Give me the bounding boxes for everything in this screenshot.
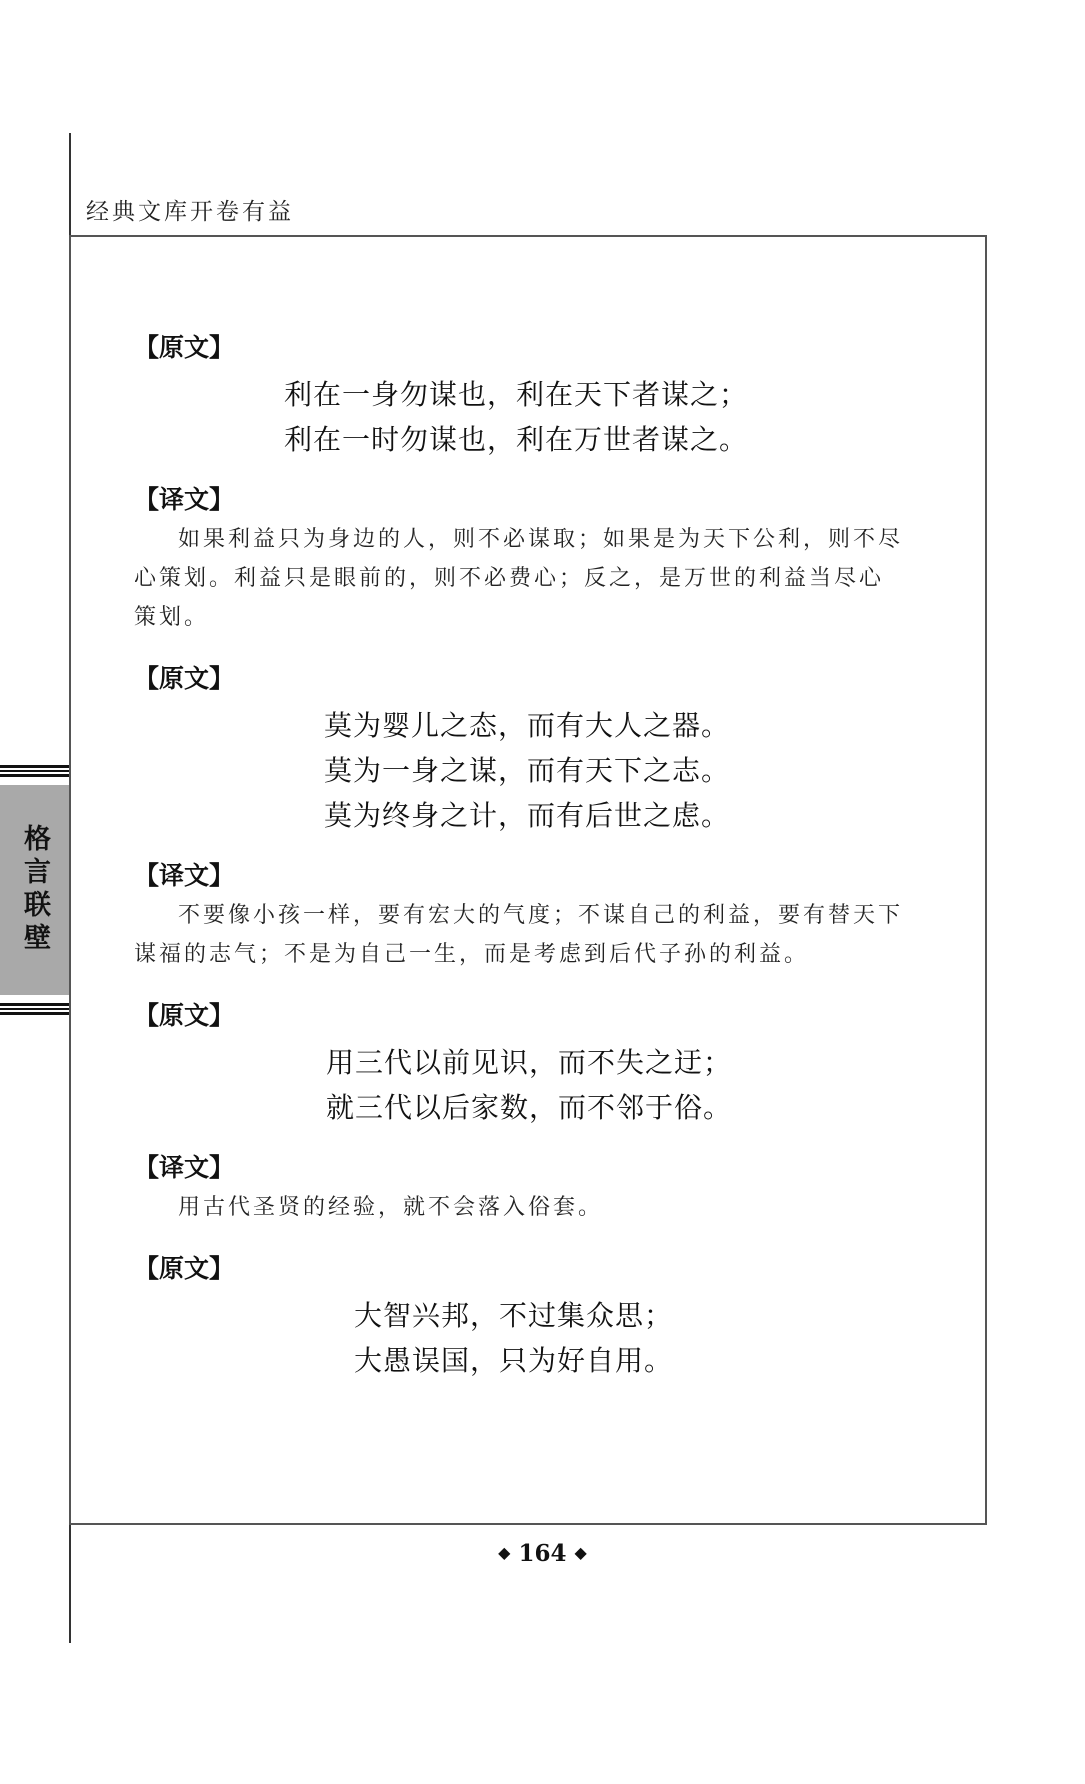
verse-line: 利在一身勿谋也，利在天下者谋之；	[284, 378, 749, 411]
page-number	[0, 1540, 1085, 1567]
translation-paragraph: 如果利益只为身边的人，则不必谋取；如果是为天下公利，则不尽心策划。利益只是眼前的，则不必费心；反之，是万世的利益当尽心策划。	[134, 527, 904, 630]
verse-line: 就三代以后家数，而不邻于俗。	[326, 1091, 733, 1124]
verse-line: 莫为婴儿之态，而有大人之器。	[324, 709, 731, 742]
verse-line: 莫为一身之谋，而有天下之志。	[324, 754, 731, 787]
page-number-value: 164	[518, 1540, 567, 1567]
running-head: 经典文库开卷有益	[86, 199, 294, 225]
tab-rules-bottom	[0, 1003, 69, 1015]
chapter-side-tab	[0, 765, 69, 1015]
tab-rules-top	[0, 765, 69, 777]
tab-box	[0, 785, 69, 995]
verse-line: 用三代以前见识，而不失之迂；	[326, 1046, 733, 1079]
original-text-section	[134, 1251, 904, 1383]
original-text-section	[134, 661, 904, 838]
verse	[134, 372, 904, 462]
verse	[134, 1040, 904, 1130]
verse-line: 利在一时勿谋也，利在万世者谋之。	[284, 423, 749, 456]
translation-section	[134, 858, 904, 974]
translation-section	[134, 482, 904, 637]
page-content	[134, 330, 904, 1383]
translation-section	[134, 1150, 904, 1227]
section-label: 【原文】	[134, 664, 235, 693]
section-label: 【原文】	[134, 1001, 235, 1030]
section-label: 【原文】	[134, 1254, 235, 1283]
verse-line: 莫为终身之计，而有后世之虑。	[324, 799, 731, 832]
translation-paragraph: 不要像小孩一样，要有宏大的气度；不谋自己的利益，要有替天下谋福的志气；不是为自己一生，而是考虑到后代子孙的利益。	[134, 903, 904, 967]
verse	[134, 1293, 904, 1383]
translation-paragraph: 用古代圣贤的经验，就不会落入俗套。	[178, 1195, 604, 1220]
section-label: 【译文】	[134, 861, 235, 890]
diamond-ornament-icon: ◆	[498, 1543, 511, 1562]
chapter-title: 格言联壁	[19, 824, 50, 956]
section-label: 【原文】	[134, 333, 235, 362]
section-label: 【译文】	[134, 485, 235, 514]
diamond-ornament-icon: ◆	[574, 1543, 587, 1562]
verse-line: 大智兴邦，不过集众思；	[354, 1299, 674, 1332]
verse	[134, 703, 904, 838]
original-text-section	[134, 998, 904, 1130]
section-label: 【译文】	[134, 1153, 235, 1182]
original-text-section	[134, 330, 904, 462]
verse-line: 大愚误国，只为好自用。	[354, 1344, 674, 1377]
